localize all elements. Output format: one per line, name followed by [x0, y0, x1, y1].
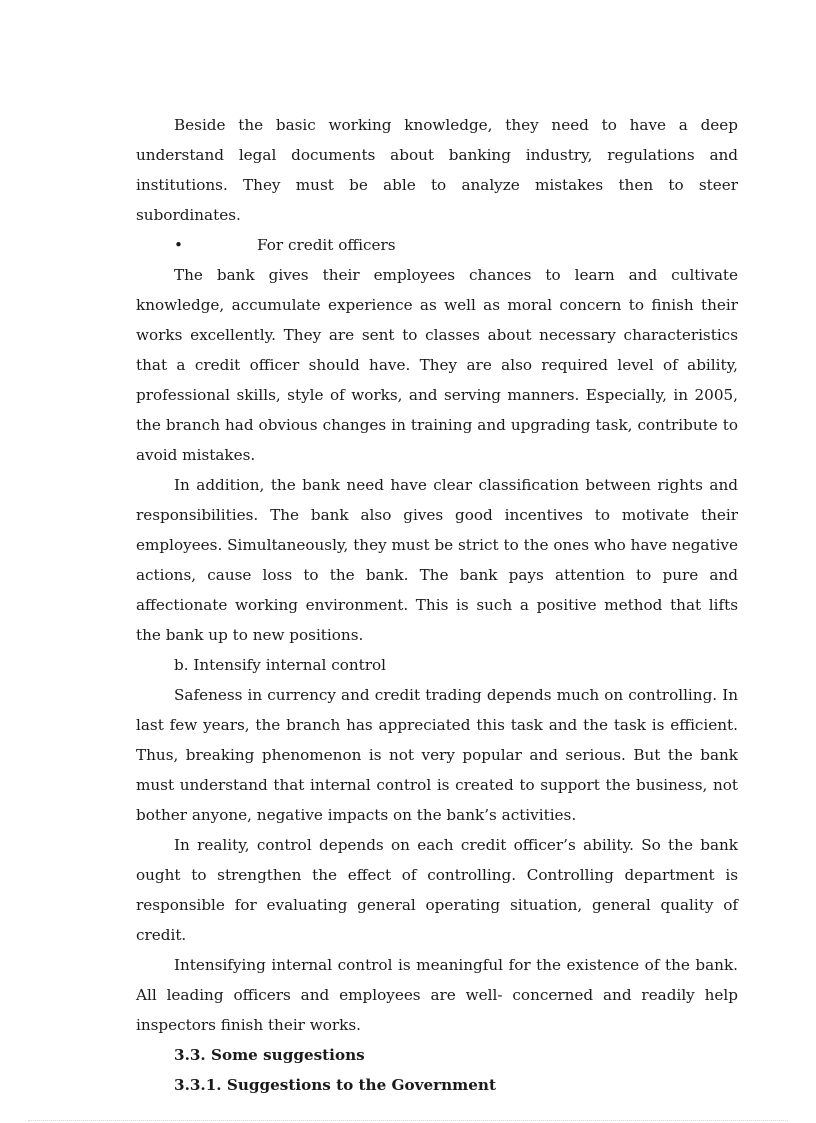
bullet-label: For credit officers: [257, 236, 396, 254]
bullet-item-credit-officers: [136, 230, 738, 260]
document-page: [136, 110, 738, 1100]
paragraph-control-ability: In reality, control depends on each credit officer’s ability. So the bank ought to strengthen the effect of controlling. Controlling department is responsible for evaluating general operating situation, general quality of credit.: [136, 836, 738, 944]
paragraph-internal-control-meaning: Intensifying internal control is meaningful for the existence of the bank. All leading officers and employees are well- concerned and readily help inspectors finish their works.: [136, 956, 738, 1034]
page-bottom-divider: [28, 1120, 788, 1121]
subheading-intensify-control: b. Intensify internal control: [174, 656, 387, 674]
paragraph-rights-responsibilities: In addition, the bank need have clear classification between rights and responsibilities. The bank also gives good incentives to motivate their employees. Simultaneously, they must be strict to the ones who have negative actions, cause loss to the bank. The bank pays attention to pure and affectionate working environment. This is such a positive method that lifts the bank up to new positions.: [136, 476, 738, 644]
section-heading-suggestions-government: 3.3.1. Suggestions to the Government: [174, 1076, 496, 1094]
paragraph-safeness-controlling: Safeness in currency and credit trading depends much on controlling. In last few years, the branch has appreciated this task and the task is efficient. Thus, breaking phenomenon is not very popular and serious. But the bank must understand that internal control is created to support the business, not bother anyone, negative impacts on the bank’s activities.: [136, 686, 738, 824]
paragraph-employee-training: The bank gives their employees chances to learn and cultivate knowledge, accumulate experience as well as moral concern to finish their works excellently. They are sent to classes about necessary characteristics that a credit officer should have. They are also required level of ability, professional skills, style of works, and serving manners. Especially, in 2005, the branch had obvious changes in training and upgrading task, contribute to avoid mistakes.: [136, 266, 738, 464]
bullet-icon: •: [174, 236, 183, 254]
paragraph-management-knowledge: Beside the basic working knowledge, they need to have a deep understand legal documents about banking industry, regulations and institutions. They must be able to analyze mistakes then to steer subordinates.: [136, 116, 738, 224]
section-heading-some-suggestions: 3.3. Some suggestions: [174, 1046, 365, 1064]
